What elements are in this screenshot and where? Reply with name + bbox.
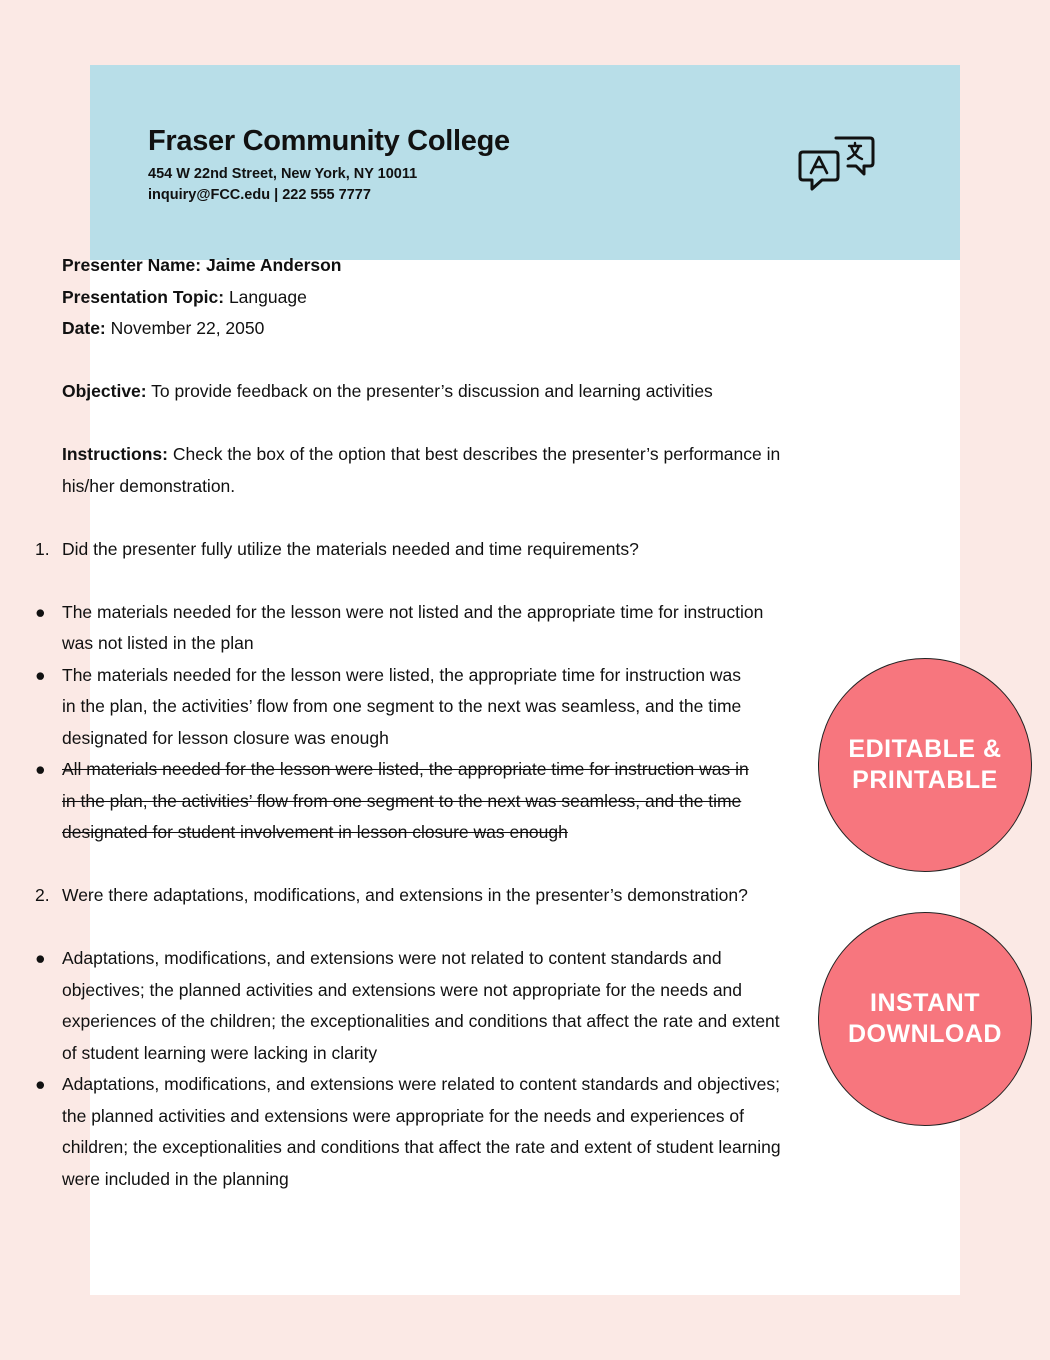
option-line: Adaptations, modifications, and extensions were not related to content standards and [62,948,722,968]
q2-option-1[interactable] [35,943,822,1069]
objective-line [62,376,822,408]
q1-option-3[interactable] [35,754,822,849]
translate-chat-icon [798,135,876,197]
option-line: designated for lesson closure was enough [62,727,389,748]
option-line: were included in the planning [62,1168,289,1189]
question-1 [35,534,822,566]
college-name: Fraser Community College [148,125,510,157]
question-text: Were there adaptations, modifications, and extensions in the presenter’s demonstration? [62,885,748,905]
objective-label: Objective: [62,381,147,401]
question-text: Did the presenter fully utilize the materials needed and time requirements? [62,538,639,559]
date-label: Date: [62,318,106,338]
presenter-value: Jaime Anderson [205,255,342,275]
topic-value: Language [228,286,307,307]
question-2 [35,880,822,912]
option-line: Adaptations, modifications, and extensions were related to content standards and objectives; [62,1074,780,1094]
instructions-line [62,439,822,471]
option-line: All materials needed for the lesson were listed, the appropriate time for instruction was in [62,759,749,779]
badge-line: DOWNLOAD [848,1020,1002,1048]
topic-line [62,282,822,314]
option-line: The materials needed for the lesson were not listed and the appropriate time for instruction [62,601,764,622]
date-value: November 22, 2050 [110,318,265,338]
bullet-icon: ● [35,601,46,622]
q1-option-1[interactable] [35,597,822,660]
badge-line: PRINTABLE [852,766,998,794]
objective-text: To provide feedback on the presenter’s discussion and learning activities [151,381,713,401]
bullet-icon: ● [35,948,46,968]
badge-line: EDITABLE & [848,735,1002,763]
bullet-icon: ● [35,664,46,685]
option-line: children; the exceptionalities and conditions that affect the rate and extent of student learning [62,1137,781,1157]
instructions-label: Instructions: [62,444,168,464]
badge-line: INSTANT [870,989,980,1017]
form-body [35,250,822,1195]
bullet-icon: ● [35,1074,46,1094]
instructions-text: Check the box of the option that best describes the presenter’s performance in [172,444,781,464]
q2-option-2[interactable] [35,1069,822,1195]
q1-option-2[interactable] [35,660,822,755]
option-line: of student learning were lacking in clarity [62,1042,378,1063]
option-line: designated for student involvement in lesson closure was enough [62,822,568,842]
option-line: The materials needed for the lesson were listed, the appropriate time for instruction was [62,664,741,685]
instructions-line-2: his/her demonstration. [62,475,236,496]
topic-label: Presentation Topic: [62,286,225,307]
college-address: 454 W 22nd Street, New York, NY 10011 [148,166,418,182]
letterhead [90,65,960,260]
instant-download-badge [818,912,1032,1126]
college-contact: inquiry@FCC.edu | 222 555 7777 [148,187,371,203]
option-line: the planned activities and extensions were appropriate for the needs and experiences of [62,1105,744,1126]
presenter-line [62,250,822,282]
date-line [62,313,822,345]
option-line: in the plan, the activities’ flow from one segment to the next was seamless, and the time [62,790,742,811]
presenter-label: Presenter Name: [62,255,202,275]
option-line: objectives; the planned activities and extensions were not appropriate for the needs and [62,979,743,1000]
option-line: experiences of the children; the exceptionalities and conditions that affect the rate and extent [62,1011,780,1031]
editable-printable-badge [818,658,1032,872]
option-line: was not listed in the plan [62,633,254,653]
question-number: 2. [35,885,50,905]
option-line: in the plan, the activities’ flow from one segment to the next was seamless, and the time [62,696,742,716]
question-number: 1. [35,538,50,559]
bullet-icon: ● [35,759,46,779]
